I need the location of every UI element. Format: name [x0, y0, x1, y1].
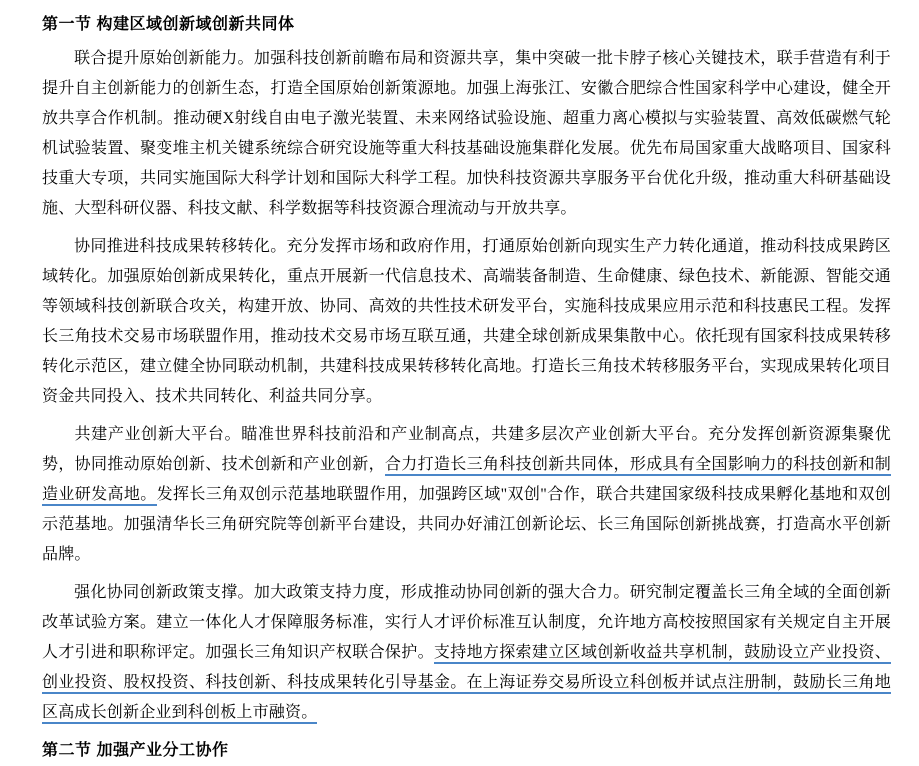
- paragraph-1-text: 联合提升原始创新能力。加强科技创新前瞻布局和资源共享，集中突破一批卡脖子核心关键技术，联手营造有利于提升自主创新能力的创新生态，打造全国原始创新策源地。加强上海张江、安徽合肥综合性国家科学中心建设，健全开放共享合作机制。推动硬X射线自由电子激光装置、未来网络试验设施、超重力离心模拟与实验装置、高效低碳燃气轮机试验装置、聚变堆主机关键系统综合研究设施等重大科技基础设施集群化发展。优先布局国家重大战略项目、国家科技重大专项，共同实施国际大科学计划和国际大科学工程。加快科技资源共享服务平台优化升级，推动重大科研基础设施、大型科研仪器、科技文献、科学数据等科技资源合理流动与开放共享。: [42, 50, 891, 217]
- paragraph-4: [42, 578, 891, 728]
- highlighted-text-2: 支持地方探索建立区域创新收益共享机制，鼓励设立产业投资、创业投资、股权投资、科技创新、科技成果转化引导基金。在上海证券交易所设立科创板并试点注册制，鼓励长三角地区高成长创新企业到科创板上市融资。: [42, 644, 891, 724]
- section-heading: 第一节 构建区域创新域创新共同体: [42, 16, 295, 33]
- paragraph-1: [42, 44, 891, 224]
- highlighted-text-1: 合力打造长三角科技创新共同体，形成具有全国影响力的科技创新和制造业研发高地。: [42, 456, 891, 506]
- paragraph-3-text-part1: 共建产业创新大平台。瞄准世界科技前沿和产业制高点，共建多层次产业创新大平台。充分发挥创新资源集聚优势，协同推动原始创新、技术创新和产业创新，: [42, 426, 891, 473]
- paragraph-3: [42, 420, 891, 570]
- paragraph-2: [42, 232, 891, 412]
- paragraph-4-text-part1: 强化协同创新政策支撑。加大政策支持力度，形成推动协同创新的强大合力。研究制定覆盖长三角全域的全面创新改革试验方案。建立一体化人才保障服务标准，实行人才评价标准互认制度，允许地方高校按照国家有关规定自主开展人才引进和职称评定。加强长三角知识产权联合保护。: [42, 584, 891, 661]
- paragraph-2-text: 协同推进科技成果转移转化。充分发挥市场和政府作用，打通原始创新向现实生产力转化通道，推动科技成果跨区域转化。加强原始创新成果转化，重点开展新一代信息技术、高端装备制造、生命健康、绿色技术、新能源、智能交通等领域科技创新联合攻关，构建开放、协同、高效的共性技术研发平台，实施科技成果应用示范和科技惠民工程。发挥长三角技术交易市场联盟作用，推动技术交易市场互联互通，共建全球创新成果集散中心。依托现有国家科技成果转移转化示范区，建立健全协同联动机制，共建科技成果转移转化高地。打造长三角技术转移服务平台，实现成果转化项目资金共同投入、技术共同转化、利益共同分享。: [42, 238, 891, 405]
- paragraph-3-text-part2: 发挥长三角双创示范基地联盟作用，加强跨区域"双创"合作，联合共建国家级科技成果孵化基地和双创示范基地。加强清华长三角研究院等创新平台建设，共同办好浦江创新论坛、长三角国际创新挑战赛，打造高水平创新品牌。: [42, 486, 891, 563]
- next-section-heading: 第二节 加强产业分工协作: [42, 742, 229, 759]
